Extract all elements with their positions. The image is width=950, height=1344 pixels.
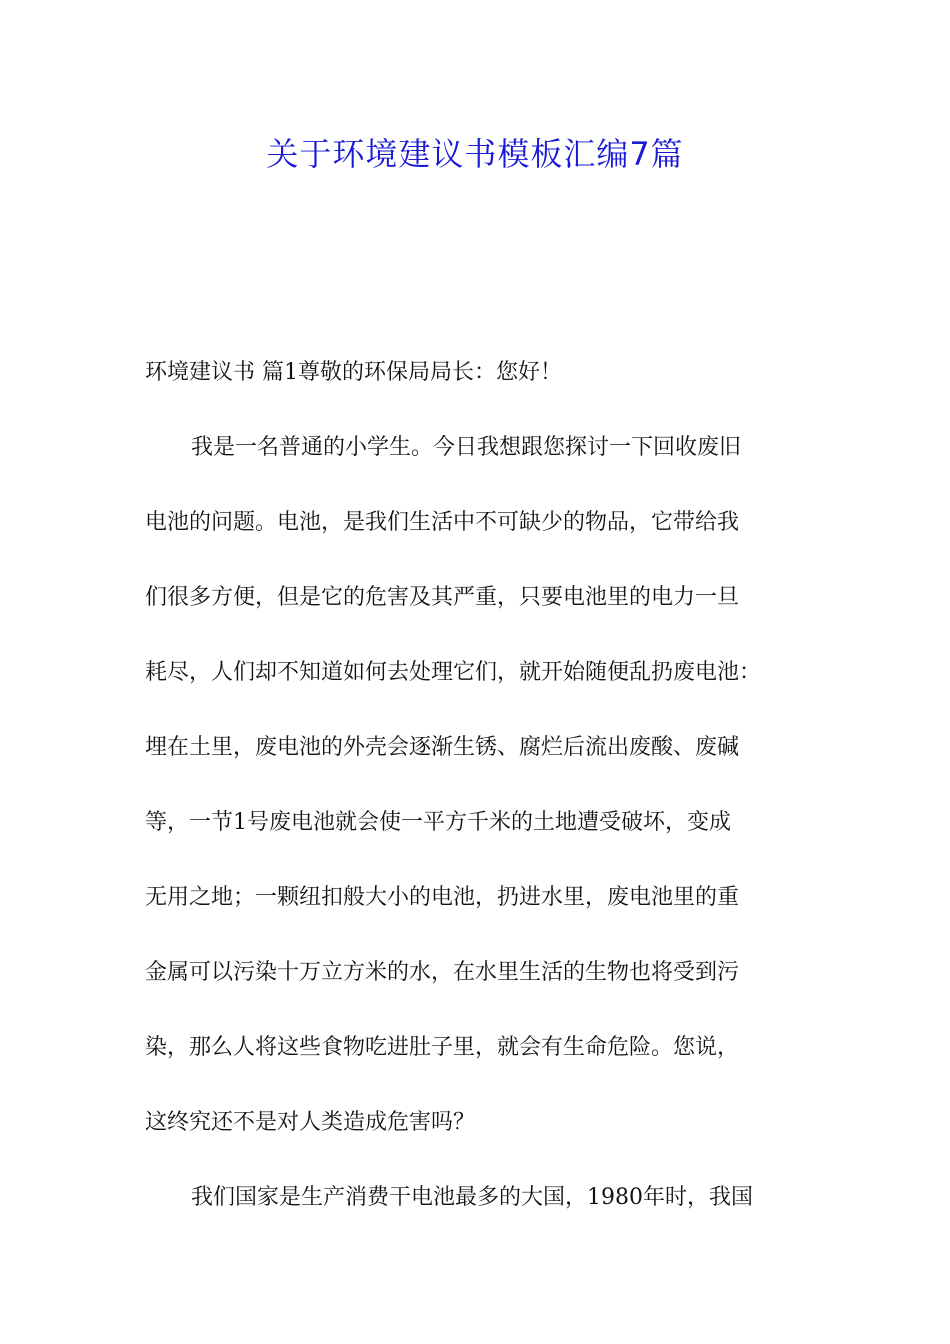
text-line-paragraph-start: 我是一名普通的小学生。今日我想跟您探讨一下回收废旧 <box>191 435 742 460</box>
text-line: 染，那么人将这些食物吃进肚子里，就会有生命危险。您说， <box>145 1035 740 1060</box>
text-line-salutation: 环境建议书 篇1尊敬的环保局局长：您好！ <box>145 360 562 385</box>
document-title: 关于环境建议书模板汇编7篇 <box>266 135 684 173</box>
text-line-paragraph-start: 我们国家是生产消费干电池最多的大国，1980年时，我国 <box>191 1185 753 1210</box>
text-line: 无用之地；一颗纽扣般大小的电池，扔进水里，废电池里的重 <box>145 885 740 910</box>
text-line: 这终究还不是对人类造成危害吗？ <box>145 1110 476 1135</box>
text-line: 等，一节1号废电池就会使一平方千米的土地遭受破坏，变成 <box>145 810 731 835</box>
text-line: 耗尽，人们却不知道如何去处理它们，就开始随便乱扔废电池： <box>145 660 762 685</box>
document-body <box>145 335 815 1235</box>
text-line: 们很多方便，但是它的危害及其严重，只要电池里的电力一旦 <box>145 585 740 610</box>
text-line: 电池的问题。电池，是我们生活中不可缺少的物品，它带给我 <box>145 510 740 535</box>
text-line: 埋在土里，废电池的外壳会逐渐生锈、腐烂后流出废酸、废碱 <box>145 735 740 760</box>
text-line: 金属可以污染十万立方米的水，在水里生活的生物也将受到污 <box>145 960 740 985</box>
